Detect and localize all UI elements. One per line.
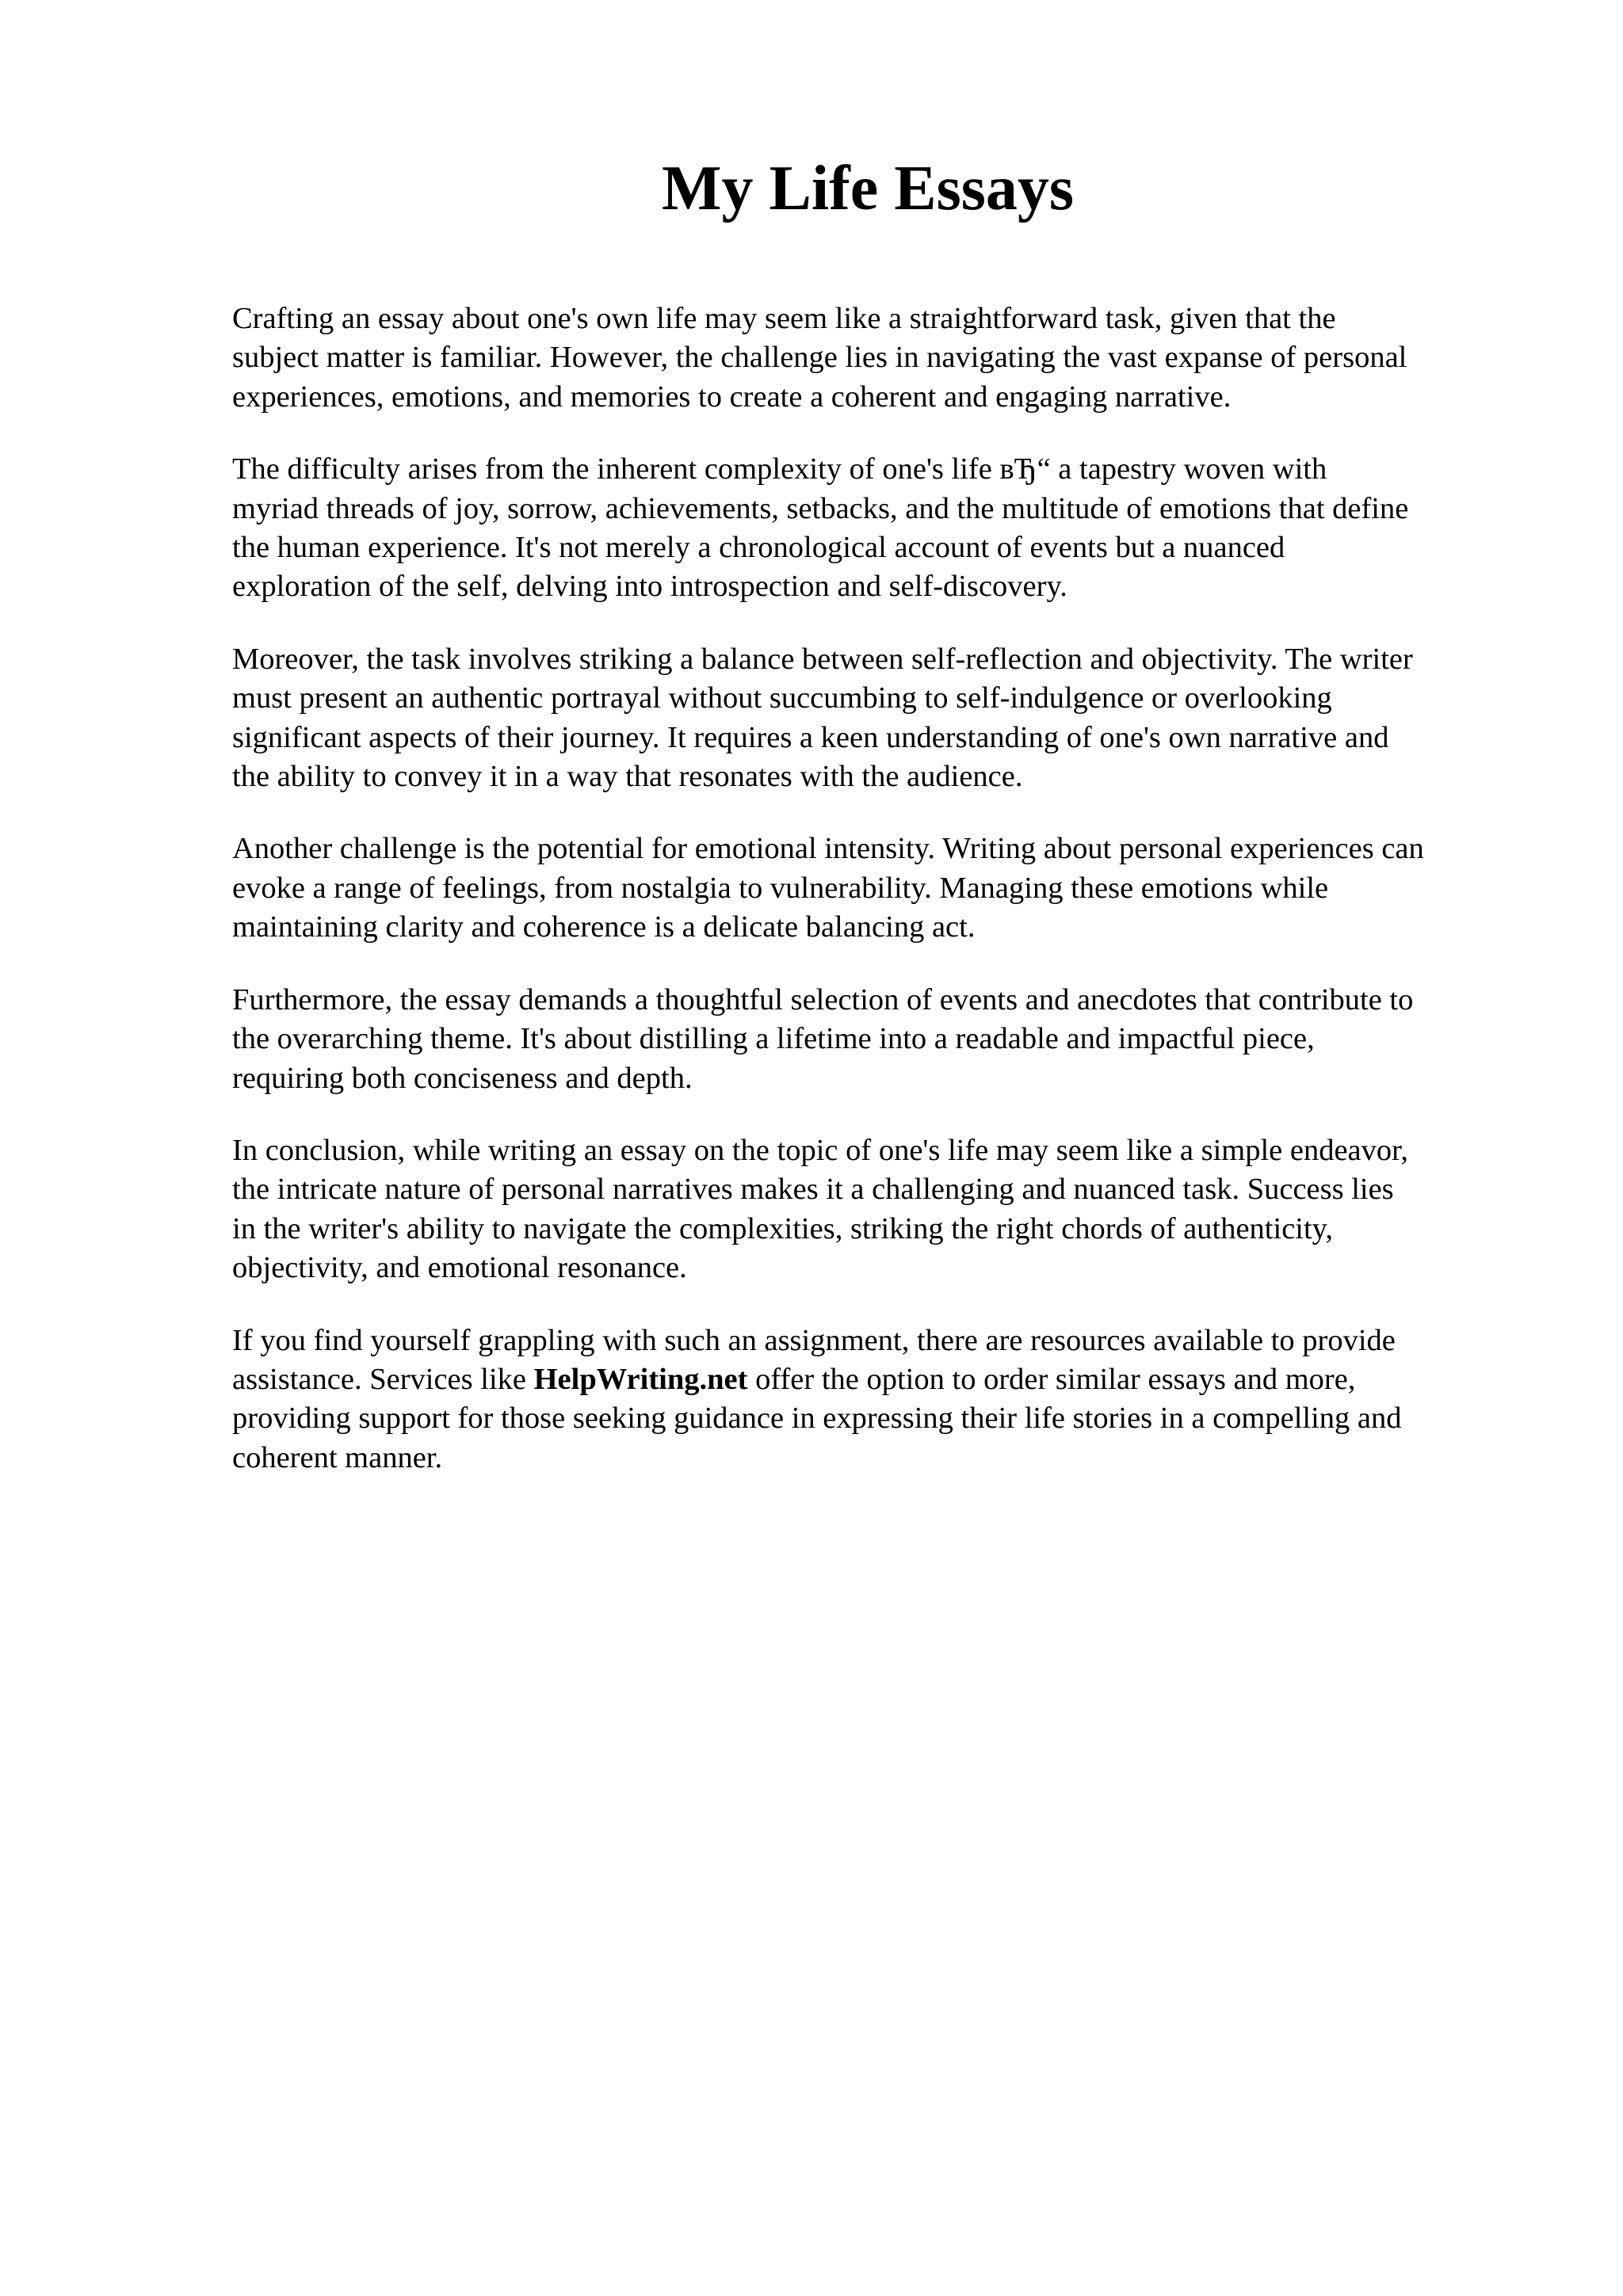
paragraph-1	[232, 299, 1532, 417]
text-line: the intricate nature of personal narratives makes it a challenging and nuanced task. Success lies	[232, 1173, 1394, 1207]
text-line: significant aspects of their journey. It requires a keen understanding of one's own narrative and	[232, 720, 1389, 754]
helpwriting-brand-link[interactable]: HelpWriting.net	[533, 1362, 748, 1396]
text-line: If you find yourself grappling with such an assignment, there are resources available to provide	[232, 1323, 1396, 1357]
page-title: My Life Essays	[662, 154, 1074, 223]
text-line: Furthermore, the essay demands a thoughtful selection of events and anecdotes that contribute to	[232, 982, 1414, 1016]
text-line: objectivity, and emotional resonance.	[232, 1251, 687, 1285]
text-line: providing support for those seeking guidance in expressing their life stories in a compelling and	[232, 1402, 1402, 1436]
paragraph-5	[232, 981, 1532, 1098]
text-segment: offer the option to order similar essays and more,	[747, 1362, 1356, 1396]
text-line: The difficulty arises from the inherent complexity of one's life вЂ“ a tapestry woven with	[232, 452, 1327, 486]
paragraph-6	[232, 1131, 1532, 1288]
text-line: exploration of the self, delving into introspection and self-discovery.	[232, 570, 1067, 604]
text-line: coherent manner.	[232, 1440, 443, 1474]
text-line: evoke a range of feelings, from nostalgia to vulnerability. Managing these emotions while	[232, 871, 1329, 905]
text-line: Another challenge is the potential for emotional intensity. Writing about personal experiences can	[232, 832, 1424, 866]
text-line: maintaining clarity and coherence is a delicate balancing act.	[232, 910, 976, 944]
paragraph-closing	[232, 1322, 1532, 1478]
text-line: In conclusion, while writing an essay on the topic of one's life may seem like a simple endeavor,	[232, 1133, 1409, 1167]
text-line: experiences, emotions, and memories to create a coherent and engaging narrative.	[232, 379, 1232, 414]
text-line: Crafting an essay about one's own life may seem like a straightforward task, given that the	[232, 302, 1336, 335]
text-line: the human experience. It's not merely a chronological account of events but a nuanced	[232, 531, 1285, 565]
text-line: must present an authentic portrayal without succumbing to self-indulgence or overlooking	[232, 681, 1332, 715]
text-line: the overarching theme. It's about distilling a lifetime into a readable and impactful piece,	[232, 1022, 1315, 1056]
text-line: the ability to convey it in a way that resonates with the audience.	[232, 760, 1023, 794]
paragraph-4	[232, 830, 1532, 947]
paragraph-2	[232, 450, 1532, 607]
text-line: Moreover, the task involves striking a balance between self-reflection and objectivity. The writer	[232, 642, 1413, 676]
text-line: in the writer's ability to navigate the complexities, striking the right chords of authenticity,	[232, 1211, 1334, 1245]
text-line-with-link	[232, 1360, 1532, 1399]
paragraph-3	[232, 640, 1532, 797]
essay-body	[232, 299, 1532, 1511]
text-line: requiring both conciseness and depth.	[232, 1061, 693, 1095]
text-line: myriad threads of joy, sorrow, achievements, setbacks, and the multitude of emotions that define	[232, 491, 1409, 525]
text-segment: assistance. Services like	[232, 1362, 534, 1396]
text-line: subject matter is familiar. However, the challenge lies in navigating the vast expanse of personal	[232, 341, 1407, 375]
